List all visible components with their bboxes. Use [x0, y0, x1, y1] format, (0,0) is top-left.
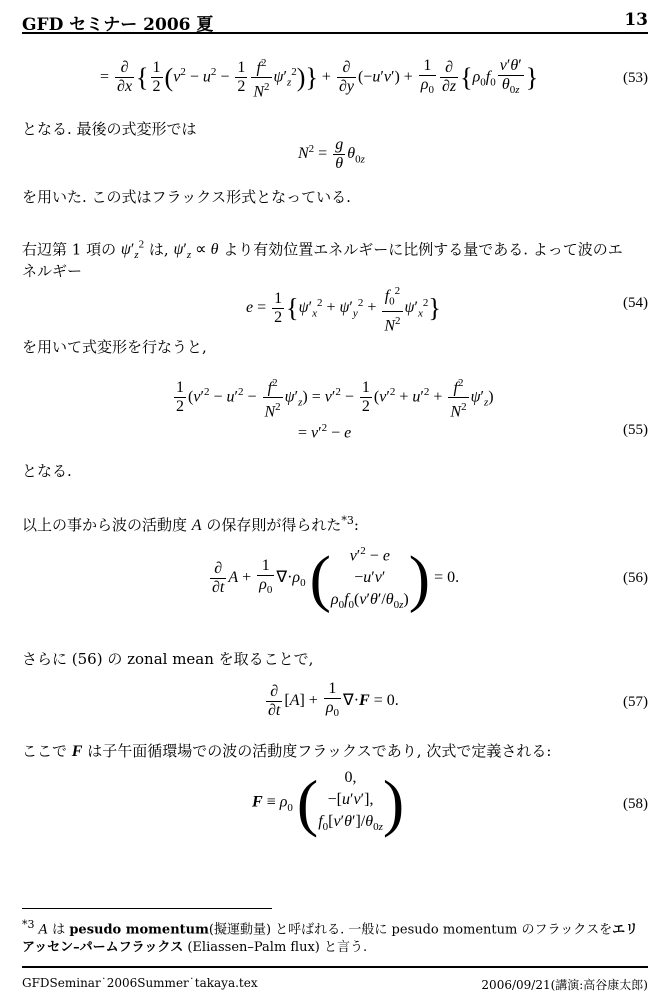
- footer-date: 2006/09/21(講演:高谷康太郎): [481, 978, 648, 992]
- text-span: より有効位置エネルギーに比例する量である. よって波のエ: [223, 240, 623, 259]
- equation-number: (57): [623, 694, 648, 710]
- equation-57: $\frac{\partial}{\partial t}$ [A] + $\frac{1}{\rho_0}$ ∇·F = 0.: [268, 680, 399, 720]
- text-span: pesudo momentum: [69, 922, 209, 938]
- text-span: ここで: [22, 742, 68, 760]
- page-number: 13: [624, 10, 648, 30]
- equation-number: (53): [623, 70, 648, 86]
- equation-number: (56): [623, 570, 648, 586]
- equation-55-line1: $\frac{1}{2}$ ($v'^2 - u'^2$ − $\frac{f^2}{N^2}$ $\psi'_z) = v'^2$ − $\frac{1}{2}$ ($v'^2 + u'^2$ + $\frac{f^2}{N^2}$ $\psi'_z$): [172, 374, 494, 422]
- equation-53: = $\frac{\partial}{\partial x}$ { $\frac{1}{2}$ ($v^2 - u^2$ − $\frac{1}{2}$ $\frac{f^2}{N^2}$ $\psi'_z^2$)} + $\frac{\partial}{\partial y}$ (−u′v′) + $\frac{1}{\rho_0}$ $\frac{\partial}{\partial z}$ {$\rho_0f_0$ $\frac{v'\theta'}{\theta_{0z}}$ }: [100, 54, 538, 102]
- text-span: は,: [148, 240, 169, 259]
- footnote-mark: *3: [341, 514, 354, 527]
- equation-result: = 0.: [373, 691, 399, 709]
- paragraph: を用いた. この式はフラックス形式となっている.: [22, 188, 351, 206]
- header-title: GFD セミナー 2006 夏: [22, 15, 214, 35]
- text-span: は: [52, 922, 66, 938]
- paragraph: ネルギー: [22, 262, 83, 280]
- text-span: 以上の事から波の活動度: [22, 516, 188, 534]
- text-span: は子午面循環場での波の活動度フラックスであり, 次式で定義される:: [87, 742, 552, 760]
- footnote: [22, 916, 648, 957]
- paragraph: さらに (56) の zonal mean を取ることで,: [22, 650, 314, 668]
- footer-filename: GFDSeminar˙2006Summer˙takaya.tex: [22, 976, 258, 990]
- text-span: 右辺第 1 項の: [22, 240, 117, 259]
- paragraph: となる.: [22, 462, 72, 480]
- page-header: [22, 6, 648, 34]
- text-span: の保存則が得られた: [206, 516, 342, 534]
- equation-result: = 0.: [434, 568, 460, 586]
- text-span: A: [38, 922, 49, 938]
- paragraph: を用いて式変形を行なうと,: [22, 338, 207, 356]
- paragraph: 以上の事から波の活動度 A の保存則が得られた$^{*3}$:: [22, 514, 359, 534]
- equation-number: (55): [623, 422, 648, 438]
- equation-n2: $N^2$ = $\frac{g}{\theta}$ $\theta_{0z}$: [298, 136, 365, 172]
- matrix-entry: 0,: [344, 769, 357, 787]
- page-footer: [22, 966, 648, 996]
- paragraph: ここで F は子午面循環場での波の活動度フラックスであり, 次式で定義される:: [22, 742, 552, 760]
- text-span: エリアッセン–パームフラックス: [22, 922, 639, 956]
- header-rule: [22, 32, 648, 34]
- equation-54: e = $\frac{1}{2}$ {$\psi'_x^2 + \psi'_y^2$ + $\frac{f_0^2}{N^2}$ $\psi'_x^2$}: [246, 282, 441, 335]
- equation-55-line2: = $v'^2 - e$: [298, 422, 352, 442]
- paragraph: となる. 最後の式変形では: [22, 120, 197, 138]
- text-span: (擬運動量) と呼ばれる. 一般に pesudo momentum のフラックスを: [208, 922, 613, 938]
- equation-number: (54): [623, 295, 648, 311]
- equation-number: (58): [623, 796, 648, 812]
- equation-58: $F \equiv \rho_0$ ( 0, −[u′v′], $f_0[v'\theta']/\theta_{0z}$ ): [252, 767, 405, 838]
- footnote-mark: *3: [22, 918, 35, 931]
- text-span: (Eliassen–Palm flux) と言う.: [187, 940, 368, 956]
- paragraph: 右辺第 1 項の $\psi'_z^2$ は, $\psi'_z \propto \theta$ より有効位置エネルギーに比例する量である. よって波のエ: [22, 239, 623, 262]
- equation-56: $\frac{\partial}{\partial t}$ A + $\frac{1}{\rho_0}$ $\nabla\cdot\rho_0$ ( $v'^2 - e$ −u′v′ $\rho_0f_0(v'\theta'/\theta_{0z})$ ) = 0.: [212, 542, 460, 614]
- footnote-rule: [22, 908, 272, 909]
- footer-rule: [22, 966, 648, 968]
